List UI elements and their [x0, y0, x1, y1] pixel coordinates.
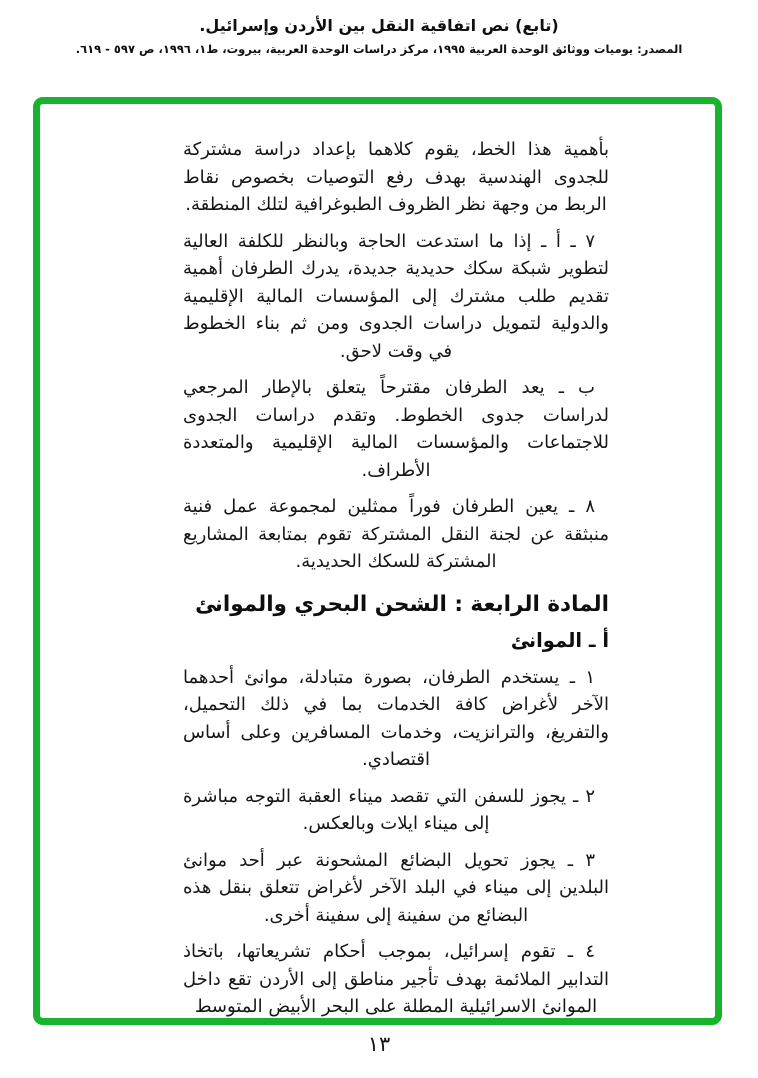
document-source-line: المصدر: يوميات ووثائق الوحدة العربية ١٩٩٥، مركز دراسات الوحدة العربية، بيروت، ط١، ١٩٩٦، ص ٥٩٧ - ٦١٩. — [75, 42, 683, 56]
page-footer — [0, 1032, 758, 1056]
paragraph-continuation: بأهمية هذا الخط، يقوم كلاهما بإعداد دراسة مشتركة للجدوى الهندسية بهدف رفع التوصيات بخصوص نقاط الربط من وجهة نظر الظروف الطبوغرافية لتلك المنطقة. — [183, 139, 609, 215]
paragraph-clause-7a: ٧ ـ أ ـ إذا ما استدعت الحاجة وبالنظر للكلفة العالية لتطوير شبكة سكك حديدية جديدة، يدرك الطرفان أهمية تقديم طلب مشترك إلى المؤسسات المالية الإقليمية والدولية لتمويل دراسات الجدوى ومن ثم بناء الخطوط في وقت لاحق. — [183, 230, 609, 362]
paragraph-clause-8: ٨ ـ يعين الطرفان فوراً ممثلين لمجموعة عمل فنية منبثقة عن لجنة النقل المشتركة تقوم بمتابعة المشاريع المشتركة للسكك الحديدية. — [183, 496, 609, 572]
document-body — [183, 136, 609, 1030]
document-header — [0, 16, 758, 56]
paragraph-ports-4: ٤ ـ تقوم إسرائيل، بموجب أحكام تشريعاتها، باتخاذ التدابير الملائمة بهدف تأجير مناطق إلى الأردن تقع داخل الموانئ الاسرائيلية المطلة على البحر الأبيض المتوسط — [183, 941, 609, 1017]
ports-subheading: أ ـ الموانئ — [510, 628, 609, 652]
paragraph-clause-7b: ب ـ يعد الطرفان مقترحاً يتعلق بالإطار المرجعي لدراسات جدوى الخطوط. وتقدم دراسات الجدوى للاجتماعات والمؤسسات المالية الإقليمية والمتعددة الأطراف. — [183, 377, 609, 481]
paragraph-ports-3: ٣ ـ يجوز تحويل البضائع المشحونة عبر أحد موانئ البلدين إلى ميناء في البلد الآخر لأغراض تتعلق بنقل هذه البضائع من سفينة إلى سفينة أخرى. — [183, 849, 609, 926]
document-title: (تابع) نص اتفاقية النقل بين الأردن وإسرائيل. — [199, 16, 559, 35]
paragraph-ports-2: ٢ ـ يجوز للسفن التي تقصد ميناء العقبة التوجه مباشرة إلى ميناء ايلات وبالعكس. — [183, 785, 595, 834]
article-four-heading: المادة الرابعة : الشحن البحري والموانئ — [195, 591, 609, 617]
page-number: ١٣ — [367, 1032, 391, 1056]
paragraph-ports-1: ١ ـ يستخدم الطرفان، بصورة متبادلة، موانئ أحدهما الآخر لأغراض كافة الخدمات بما في ذلك التحميل، والتفريغ، والترانزيت، وخدمات المسافرين وعلى أساس اقتصادي. — [183, 666, 609, 770]
